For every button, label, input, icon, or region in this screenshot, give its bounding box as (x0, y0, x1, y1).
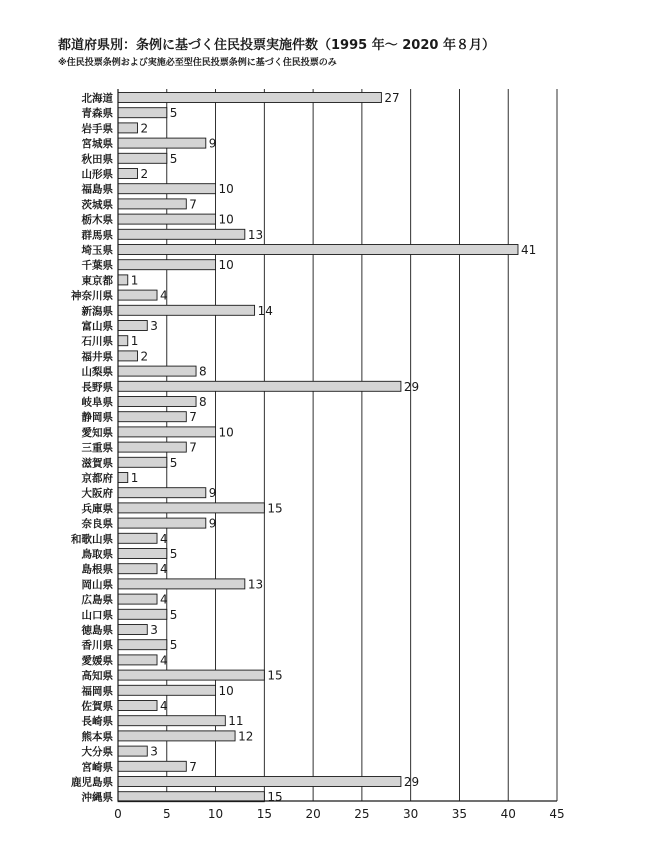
bar-徳島県 (118, 625, 147, 635)
category-label: 鹿児島県 (71, 776, 113, 789)
x-tick-label: 40 (500, 807, 516, 821)
value-labels (131, 91, 537, 804)
value-label: 13 (247, 577, 264, 592)
x-axis-ticks (114, 807, 564, 821)
category-label: 北海道 (81, 92, 113, 105)
value-label: 7 (189, 197, 197, 212)
bar-大阪府 (118, 488, 206, 498)
x-tick-label: 0 (114, 807, 122, 821)
value-label: 13 (247, 227, 264, 242)
bar-福岡県 (118, 685, 216, 695)
bar-岡山県 (118, 579, 245, 589)
x-tick-label: 30 (403, 807, 419, 821)
category-label: 埼玉県 (81, 244, 113, 257)
bar-福井県 (118, 351, 138, 361)
bar-宮崎県 (118, 761, 186, 771)
value-label: 5 (169, 547, 178, 561)
category-label: 青森県 (81, 107, 113, 120)
value-label: 2 (140, 167, 149, 181)
bar-山梨県 (118, 366, 196, 376)
value-label: 5 (169, 638, 178, 653)
value-label: 9 (208, 136, 217, 151)
bar-福島県 (118, 184, 216, 194)
bar-鹿児島県 (118, 777, 401, 787)
category-label: 京都府 (81, 472, 113, 485)
category-label: 福岡県 (81, 685, 113, 698)
bar-広島県 (118, 594, 157, 604)
bar-岐阜県 (118, 397, 196, 407)
bar-愛媛県 (118, 655, 157, 665)
category-label: 茨城県 (81, 198, 113, 211)
chart-title: 都道府県別：条例に基づく住民投票実施件数（1995 年〜 2020 年８月） (58, 38, 495, 53)
x-tick-label: 45 (549, 807, 565, 821)
value-label: 29 (403, 379, 420, 394)
value-label: 3 (150, 623, 158, 637)
category-label: 山口県 (81, 609, 113, 622)
category-label: 山形県 (81, 168, 113, 181)
category-label: 群馬県 (81, 229, 113, 242)
category-label: 千葉県 (81, 259, 113, 272)
bar-京都府 (118, 473, 128, 483)
value-label: 4 (160, 699, 168, 713)
value-label: 1 (130, 471, 139, 485)
value-label: 5 (169, 151, 178, 166)
category-label: 富山県 (81, 320, 113, 333)
category-label: 岡山県 (81, 578, 113, 591)
value-label: 4 (160, 592, 168, 607)
bar-和歌山県 (118, 533, 157, 543)
category-label: 岩手県 (81, 122, 113, 135)
bar-山口県 (118, 609, 167, 619)
value-label: 8 (199, 395, 207, 409)
value-label: 2 (140, 349, 149, 364)
category-label: 宮城県 (81, 138, 113, 151)
category-label: 沖縄県 (81, 791, 113, 804)
bar-愛知県 (118, 427, 216, 437)
value-label: 1 (130, 334, 139, 349)
bar-滋賀県 (118, 457, 167, 467)
value-label: 5 (169, 106, 178, 121)
category-label: 佐賀県 (81, 700, 113, 713)
value-label: 27 (384, 91, 400, 105)
bar-長崎県 (118, 716, 225, 726)
bar-神奈川県 (118, 290, 157, 300)
value-label: 2 (140, 121, 149, 136)
bar-北海道 (118, 93, 381, 103)
category-label: 宮崎県 (81, 761, 113, 774)
category-label: 神奈川県 (71, 290, 113, 303)
value-label: 10 (218, 425, 234, 440)
category-label: 長野県 (81, 381, 113, 394)
value-label: 15 (267, 790, 283, 805)
x-tick-label: 25 (354, 807, 370, 821)
category-label: 和歌山県 (71, 533, 113, 546)
category-label: 岐阜県 (81, 396, 113, 409)
value-label: 41 (520, 243, 537, 257)
value-label: 9 (208, 516, 217, 531)
bar-富山県 (118, 321, 147, 331)
category-label: 石川県 (81, 335, 113, 348)
category-label: 東京都 (81, 274, 113, 287)
bar-青森県 (118, 108, 167, 118)
x-tick-label: 10 (207, 807, 224, 821)
category-label: 福島県 (81, 183, 113, 196)
value-label: 4 (160, 562, 168, 577)
category-label: 島根県 (81, 563, 113, 576)
value-label: 8 (199, 364, 207, 379)
bar-佐賀県 (118, 701, 157, 711)
bar-兵庫県 (118, 503, 264, 513)
value-label: 10 (218, 683, 234, 698)
bar-東京都 (118, 275, 128, 285)
bar-秋田県 (118, 153, 167, 163)
category-label: 奈良県 (81, 518, 113, 531)
category-label: 静岡県 (81, 411, 113, 424)
bar-石川県 (118, 336, 128, 346)
category-label: 香川県 (81, 639, 113, 652)
value-label: 5 (169, 607, 178, 622)
value-label: 7 (189, 759, 197, 774)
value-label: 5 (169, 455, 178, 470)
value-label: 12 (238, 729, 254, 744)
category-label: 愛知県 (81, 426, 113, 439)
bar-香川県 (118, 640, 167, 650)
bar-新潟県 (118, 305, 255, 315)
value-label: 10 (218, 258, 234, 273)
bars (118, 93, 518, 805)
value-label: 14 (257, 303, 273, 318)
value-label: 1 (130, 273, 139, 288)
category-label: 愛媛県 (81, 654, 113, 667)
category-label: 兵庫県 (81, 502, 113, 515)
category-labels (71, 92, 113, 804)
category-label: 鳥取県 (81, 548, 113, 561)
x-tick-label: 20 (305, 807, 321, 821)
value-label: 4 (160, 653, 168, 668)
bar-栃木県 (118, 214, 216, 224)
bar-静岡県 (118, 412, 186, 422)
category-label: 徳島県 (81, 624, 113, 637)
value-label: 10 (218, 212, 234, 227)
category-label: 熊本県 (81, 730, 113, 743)
category-label: 広島県 (81, 594, 113, 607)
value-label: 11 (228, 714, 244, 729)
value-label: 3 (150, 744, 158, 759)
category-label: 新潟県 (81, 305, 113, 318)
value-label: 3 (150, 319, 158, 333)
bar-群馬県 (118, 229, 245, 239)
value-label: 10 (218, 182, 234, 197)
value-label: 4 (160, 288, 168, 303)
bar-三重県 (118, 442, 186, 452)
bar-千葉県 (118, 260, 216, 270)
bar-沖縄県 (118, 792, 264, 802)
bar-山形県 (118, 169, 138, 179)
bar-奈良県 (118, 518, 206, 528)
category-label: 山梨県 (81, 366, 113, 379)
bar-岩手県 (118, 123, 138, 133)
value-label: 7 (189, 410, 197, 425)
bar-茨城県 (118, 199, 186, 209)
category-label: 秋田県 (81, 153, 113, 166)
bar-長野県 (118, 381, 401, 391)
x-tick-label: 15 (256, 807, 272, 821)
x-tick-label: 35 (451, 807, 468, 821)
value-label: 4 (160, 531, 168, 546)
category-label: 大阪府 (81, 487, 113, 500)
chart-note: ※住民投票条例および実施必至型住民投票条例に基づく住民投票のみ (58, 58, 337, 68)
value-label: 7 (189, 440, 197, 455)
category-label: 滋賀県 (81, 457, 113, 470)
bar-宮城県 (118, 138, 206, 148)
value-label: 9 (208, 486, 217, 501)
category-label: 大分県 (81, 746, 113, 759)
bar-島根県 (118, 564, 157, 574)
bar-鳥取県 (118, 549, 167, 559)
category-label: 福井県 (81, 350, 113, 363)
category-label: 長崎県 (81, 715, 113, 728)
category-label: 三重県 (81, 442, 113, 455)
bar-高知県 (118, 670, 264, 680)
x-tick-label: 5 (162, 807, 171, 821)
value-label: 29 (403, 775, 420, 789)
bar-大分県 (118, 746, 147, 756)
value-label: 15 (267, 668, 283, 683)
value-label: 15 (267, 501, 283, 516)
category-label: 栃木県 (81, 214, 113, 227)
bar-埼玉県 (118, 245, 518, 255)
bar-熊本県 (118, 731, 235, 741)
category-label: 高知県 (81, 670, 113, 683)
